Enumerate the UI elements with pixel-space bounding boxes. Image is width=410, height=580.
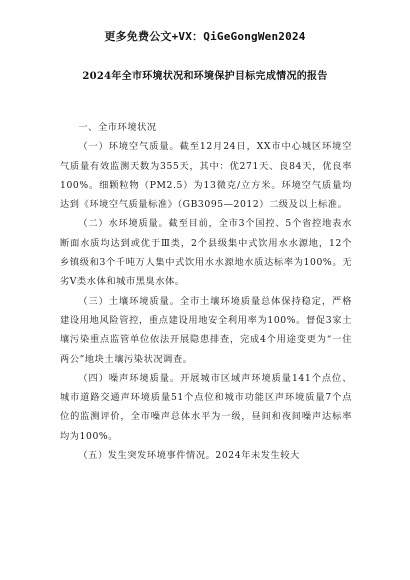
paragraph-noise-quality: （四）噪声环境质量。开展城市区域声环境质量141个点位、城市道路交通声环境质量51个点位和城市功能区声环境质量7个点位的监测评价，全市噪声总体水平为一级，昼间和夜间噪声达标率均为100%。 — [60, 372, 352, 442]
watermark-text: 更多免费公文+VX：QiGeGongWen2024 — [104, 30, 306, 43]
paragraph-air-quality: （一）环境空气质量。截至12月24日，XX市中心城区环境空气质量有效监测天数为355天，其中：优271天、良84天，优良率100%。细颗粒物（PM2.5）为13微克/立方米。环境空气质量均达到《环境空气质量标准》（GB3095—2012）二级及以上标准。 — [60, 141, 352, 211]
paragraph-water-quality: （二）水环境质量。截至目前，全市3个国控、5个省控地表水断面水质均达到或优于Ⅲ类，2个县级集中式饮用水水源地，12个乡镇级和3个千吨万人集中式饮用水水源地水质达标率为100%。无劣Ⅴ类水体和城市黑臭水体。 — [60, 218, 352, 288]
document-title: 2024年全市环境状况和环境保护目标完成情况的报告 — [82, 71, 328, 82]
document-body — [60, 118, 352, 465]
section-heading: 一、全市环境状况 — [78, 122, 157, 133]
paragraph-soil-quality: （三）土壤环境质量。全市土壤环境质量总体保持稳定，严格建设用地风险管控，重点建设用地安全利用率为100%。督促3家土壤污染重点监管单位依法开展隐患排查，完成4个用途变更为“一住两公”地块土壤污染状况调查。 — [60, 295, 352, 365]
paragraph-emergencies: （五）发生突发环境事件情况。2024年未发生较大 — [78, 450, 300, 462]
